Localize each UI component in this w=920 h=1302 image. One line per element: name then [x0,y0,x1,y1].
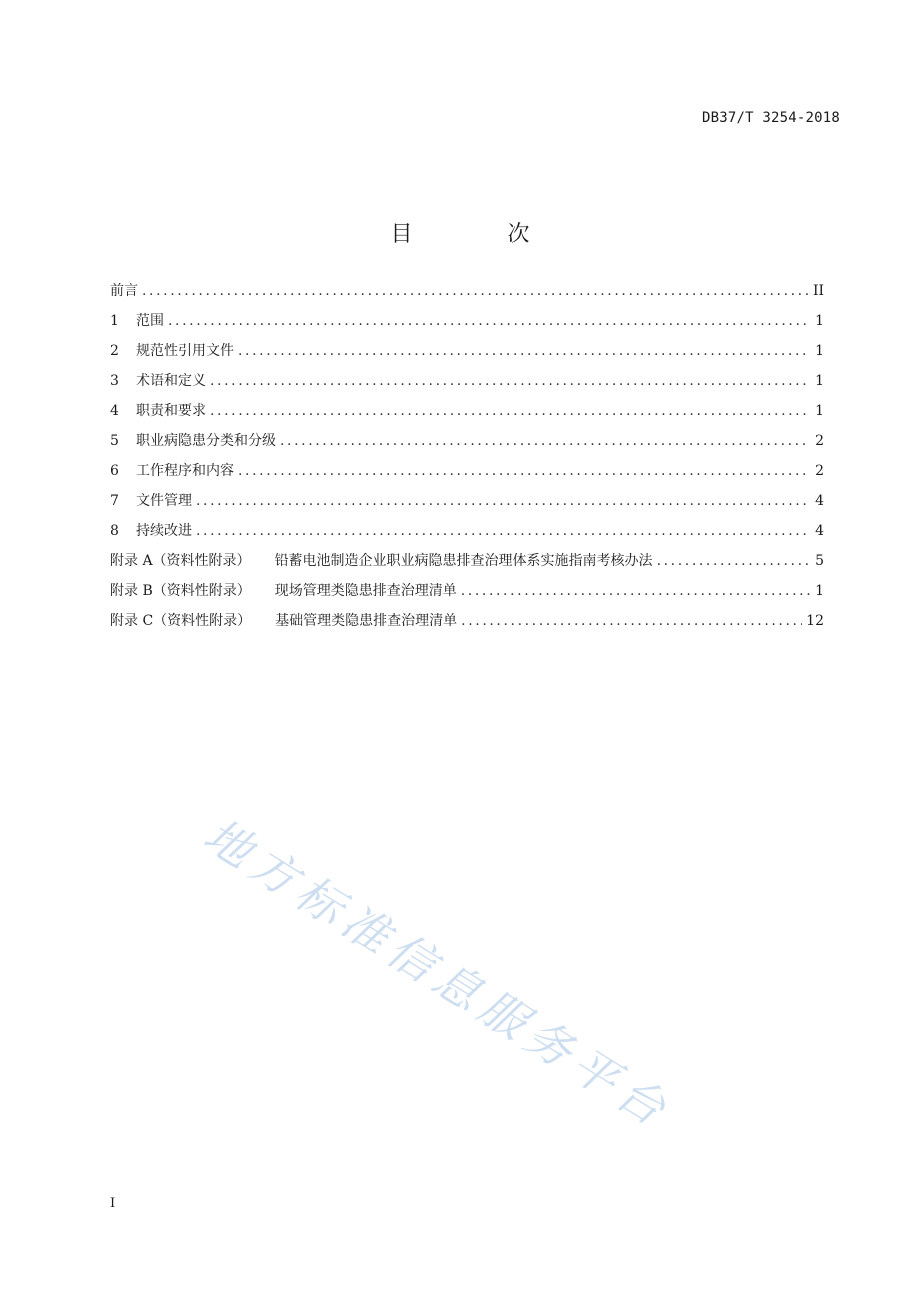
toc-entry-number: 8 [110,523,119,539]
toc-leader-dots [238,456,810,486]
toc-entry-page: 1 [815,343,824,359]
document-code: DB37/T 3254-2018 [701,110,840,126]
toc-entry-page: 1 [815,373,824,389]
toc-entry-number: 2 [110,343,119,359]
toc-entry-number: 5 [110,433,119,449]
toc-entry-3[interactable] [110,366,824,396]
toc-leader-dots [210,396,810,426]
toc-entry-number: 1 [110,313,119,329]
toc-entry-page: 12 [806,613,824,629]
toc-entry-label: 术语和定义 [136,373,206,389]
toc-entry-page: II [812,283,824,299]
toc-entry-number: 3 [110,373,119,389]
toc-appendix-prefix: 附录 C（资料性附录） [110,613,252,629]
toc-entry-7[interactable] [110,486,824,516]
page-number: I [110,1196,116,1211]
toc-entry-label: 持续改进 [136,523,192,539]
toc-leader-dots [280,426,810,456]
watermark: 地方标准信息服务平台 [194,807,682,1140]
toc-leader-dots [142,276,809,306]
toc-leader-dots [238,336,810,366]
toc-entry-page: 4 [815,523,824,539]
toc-entry-5[interactable] [110,426,824,456]
toc-entry-label: 职业病隐患分类和分级 [136,433,276,449]
toc-entry-label: 基础管理类隐患排查治理清单 [275,613,458,629]
toc-leader-dots [657,546,810,576]
toc-leader-dots [461,576,810,606]
toc-entry-label: 范围 [136,313,164,329]
toc-leader-dots [210,366,810,396]
table-of-contents [110,276,824,636]
toc-entry-label: 规范性引用文件 [136,343,234,359]
toc-leader-dots [196,516,810,546]
toc-entry-4[interactable] [110,396,824,426]
toc-entry-page: 4 [815,493,824,509]
toc-entry-appendix-b[interactable] [110,576,824,606]
toc-entry-label: 现场管理类隐患排查治理清单 [274,583,457,599]
toc-entry-number: 7 [110,493,119,509]
toc-entry-foreword[interactable] [110,276,824,306]
toc-entry-appendix-a[interactable] [110,546,824,576]
toc-entry-label: 工作程序和内容 [136,463,234,479]
toc-leader-dots [196,486,810,516]
toc-entry-page: 2 [815,433,824,449]
toc-entry-8[interactable] [110,516,824,546]
page-title: 目 次 [390,221,574,247]
toc-leader-dots [461,606,802,636]
toc-entry-1[interactable] [110,306,824,336]
toc-entry-page: 1 [815,403,824,419]
toc-entry-number: 4 [110,403,119,419]
toc-appendix-prefix: 附录 A（资料性附录） [110,553,251,569]
toc-entry-appendix-c[interactable] [110,606,824,636]
toc-entry-page: 5 [815,553,824,569]
toc-entry-page: 1 [815,313,824,329]
toc-entry-label: 前言 [110,283,138,299]
toc-entry-label: 文件管理 [136,493,192,509]
toc-entry-number: 6 [110,463,119,479]
toc-entry-label: 职责和要求 [136,403,206,419]
toc-leader-dots [168,306,810,336]
toc-entry-6[interactable] [110,456,824,486]
toc-entry-2[interactable] [110,336,824,366]
toc-entry-label: 铅蓄电池制造企业职业病隐患排查治理体系实施指南考核办法 [274,553,653,569]
toc-appendix-prefix: 附录 B（资料性附录） [110,583,251,599]
toc-entry-page: 1 [815,583,824,599]
toc-entry-page: 2 [815,463,824,479]
